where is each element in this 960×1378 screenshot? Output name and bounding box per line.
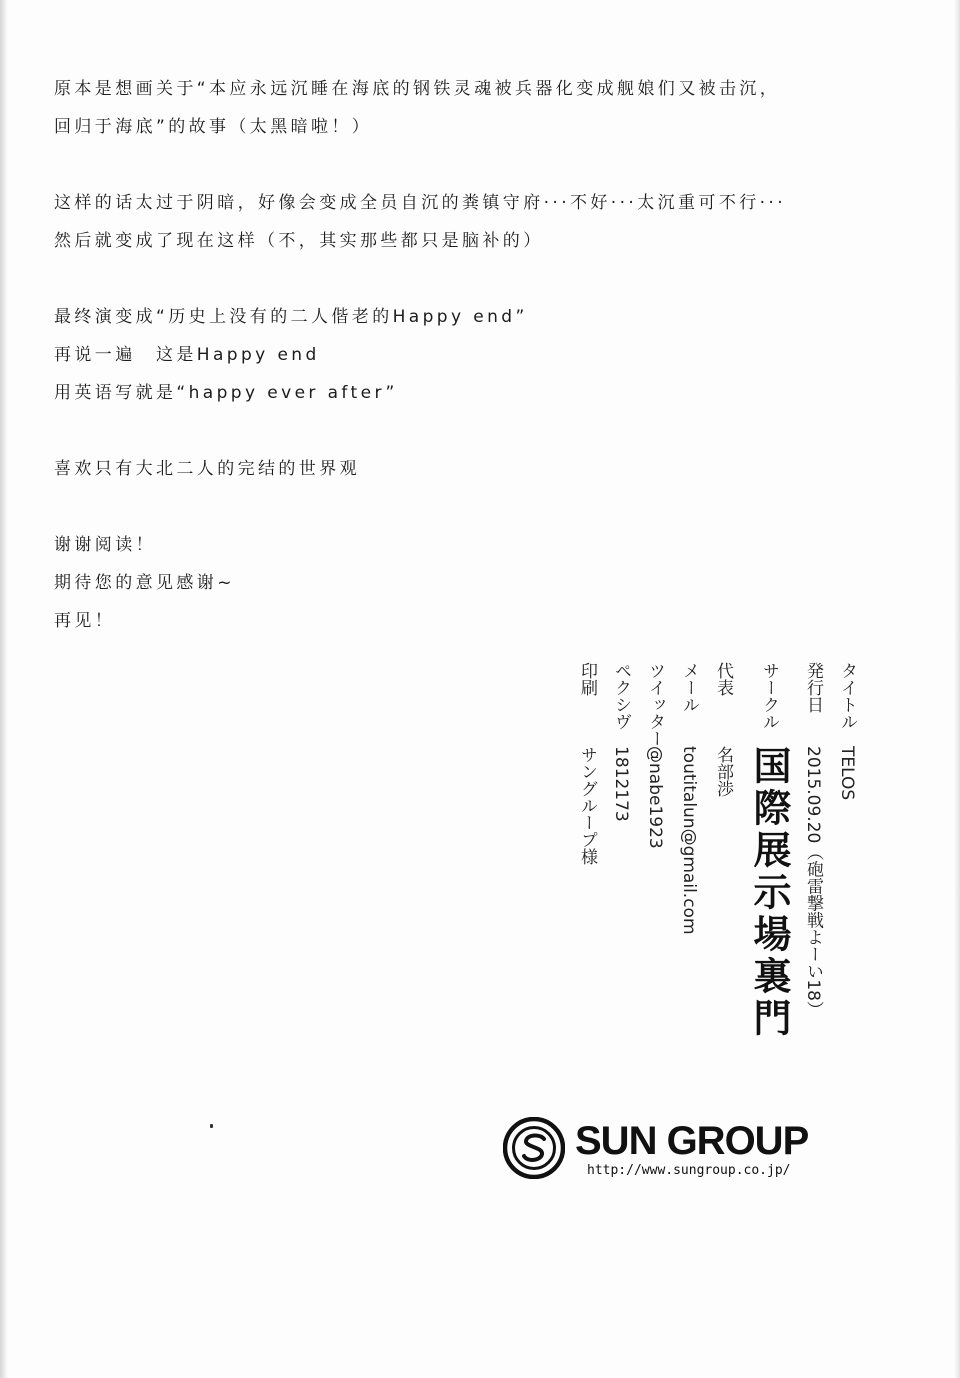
colophon-print-label: 印刷	[577, 662, 597, 696]
afterword-gap	[54, 260, 914, 298]
afterword-line: 然后就变成了现在这样（不，其实那些都只是脑补的）	[54, 231, 544, 251]
scan-edge-left	[0, 0, 8, 1378]
printer-logo	[503, 1115, 833, 1181]
colophon-twitter-value: @nabe1923	[645, 746, 665, 849]
afterword-line: 谢谢阅读！	[54, 535, 156, 555]
colophon-mail-value: toutitalun@gmail.com	[679, 746, 699, 935]
afterword-line: 期待您的意见感谢~	[54, 573, 235, 593]
printer-logo-url: http://www.sungroup.co.jp/	[587, 1163, 791, 1178]
afterword-line: 这样的话太过于阴暗，好像会变成全员自沉的粪镇守府···不好···太沉重可不行···	[54, 193, 787, 213]
scan-speck	[210, 1124, 213, 1128]
colophon-circle-name: 国際展示場裏門	[747, 746, 792, 1040]
colophon-rep-row	[702, 662, 736, 1040]
colophon-date-value: 2015.09.20（砲雷撃戦よーい18）	[803, 746, 823, 1018]
afterword-line: 再见！	[54, 611, 116, 631]
colophon-print-value: サングループ様	[577, 746, 597, 865]
colophon-mail-row	[668, 662, 702, 1040]
afterword	[54, 70, 914, 640]
afterword-line: 喜欢只有大北二人的完结的世界观	[54, 459, 360, 479]
colophon	[566, 662, 860, 1040]
colophon-title-value: TELOS	[837, 746, 857, 801]
colophon-pixiv-row	[600, 662, 634, 1040]
colophon-pixiv-value: 1812173	[611, 746, 631, 822]
afterword-line: 最终演变成“历史上没有的二人偕老的Happy end”	[54, 307, 528, 327]
colophon-twitter-label: ツイッター	[645, 662, 665, 747]
colophon-circle-label: サークル	[759, 662, 779, 730]
colophon-date-row	[792, 662, 826, 1040]
printer-logo-name: SUN GROUP	[575, 1119, 809, 1163]
colophon-rep-label: 代表	[713, 662, 733, 696]
colophon-mail-label: メール	[679, 662, 699, 713]
afterword-line: 回归于海底”的故事（太黑暗啦！）	[54, 117, 373, 137]
afterword-line: 原本是想画关于“本应永远沉睡在海底的钢铁灵魂被兵器化变成舰娘们又被击沉，	[54, 79, 781, 99]
sun-group-logo-icon	[503, 1117, 565, 1179]
colophon-title-row	[826, 662, 860, 1040]
colophon-pixiv-label: ペクシヴ	[611, 662, 631, 730]
colophon-twitter-row	[634, 662, 668, 1040]
colophon-print-row	[566, 662, 600, 1040]
afterword-gap	[54, 146, 914, 184]
afterword-line: 再说一遍 这是Happy end	[54, 345, 320, 365]
colophon-date-label: 発行日	[803, 662, 823, 713]
afterword-gap	[54, 488, 914, 526]
scan-edge-right	[954, 0, 960, 1378]
colophon-title-label: タイトル	[837, 662, 857, 730]
afterword-gap	[54, 412, 914, 450]
colophon-circle-row	[736, 662, 792, 1040]
afterword-line: 用英语写就是“happy ever after”	[54, 383, 398, 403]
colophon-rep-value: 名部渉	[713, 746, 733, 797]
